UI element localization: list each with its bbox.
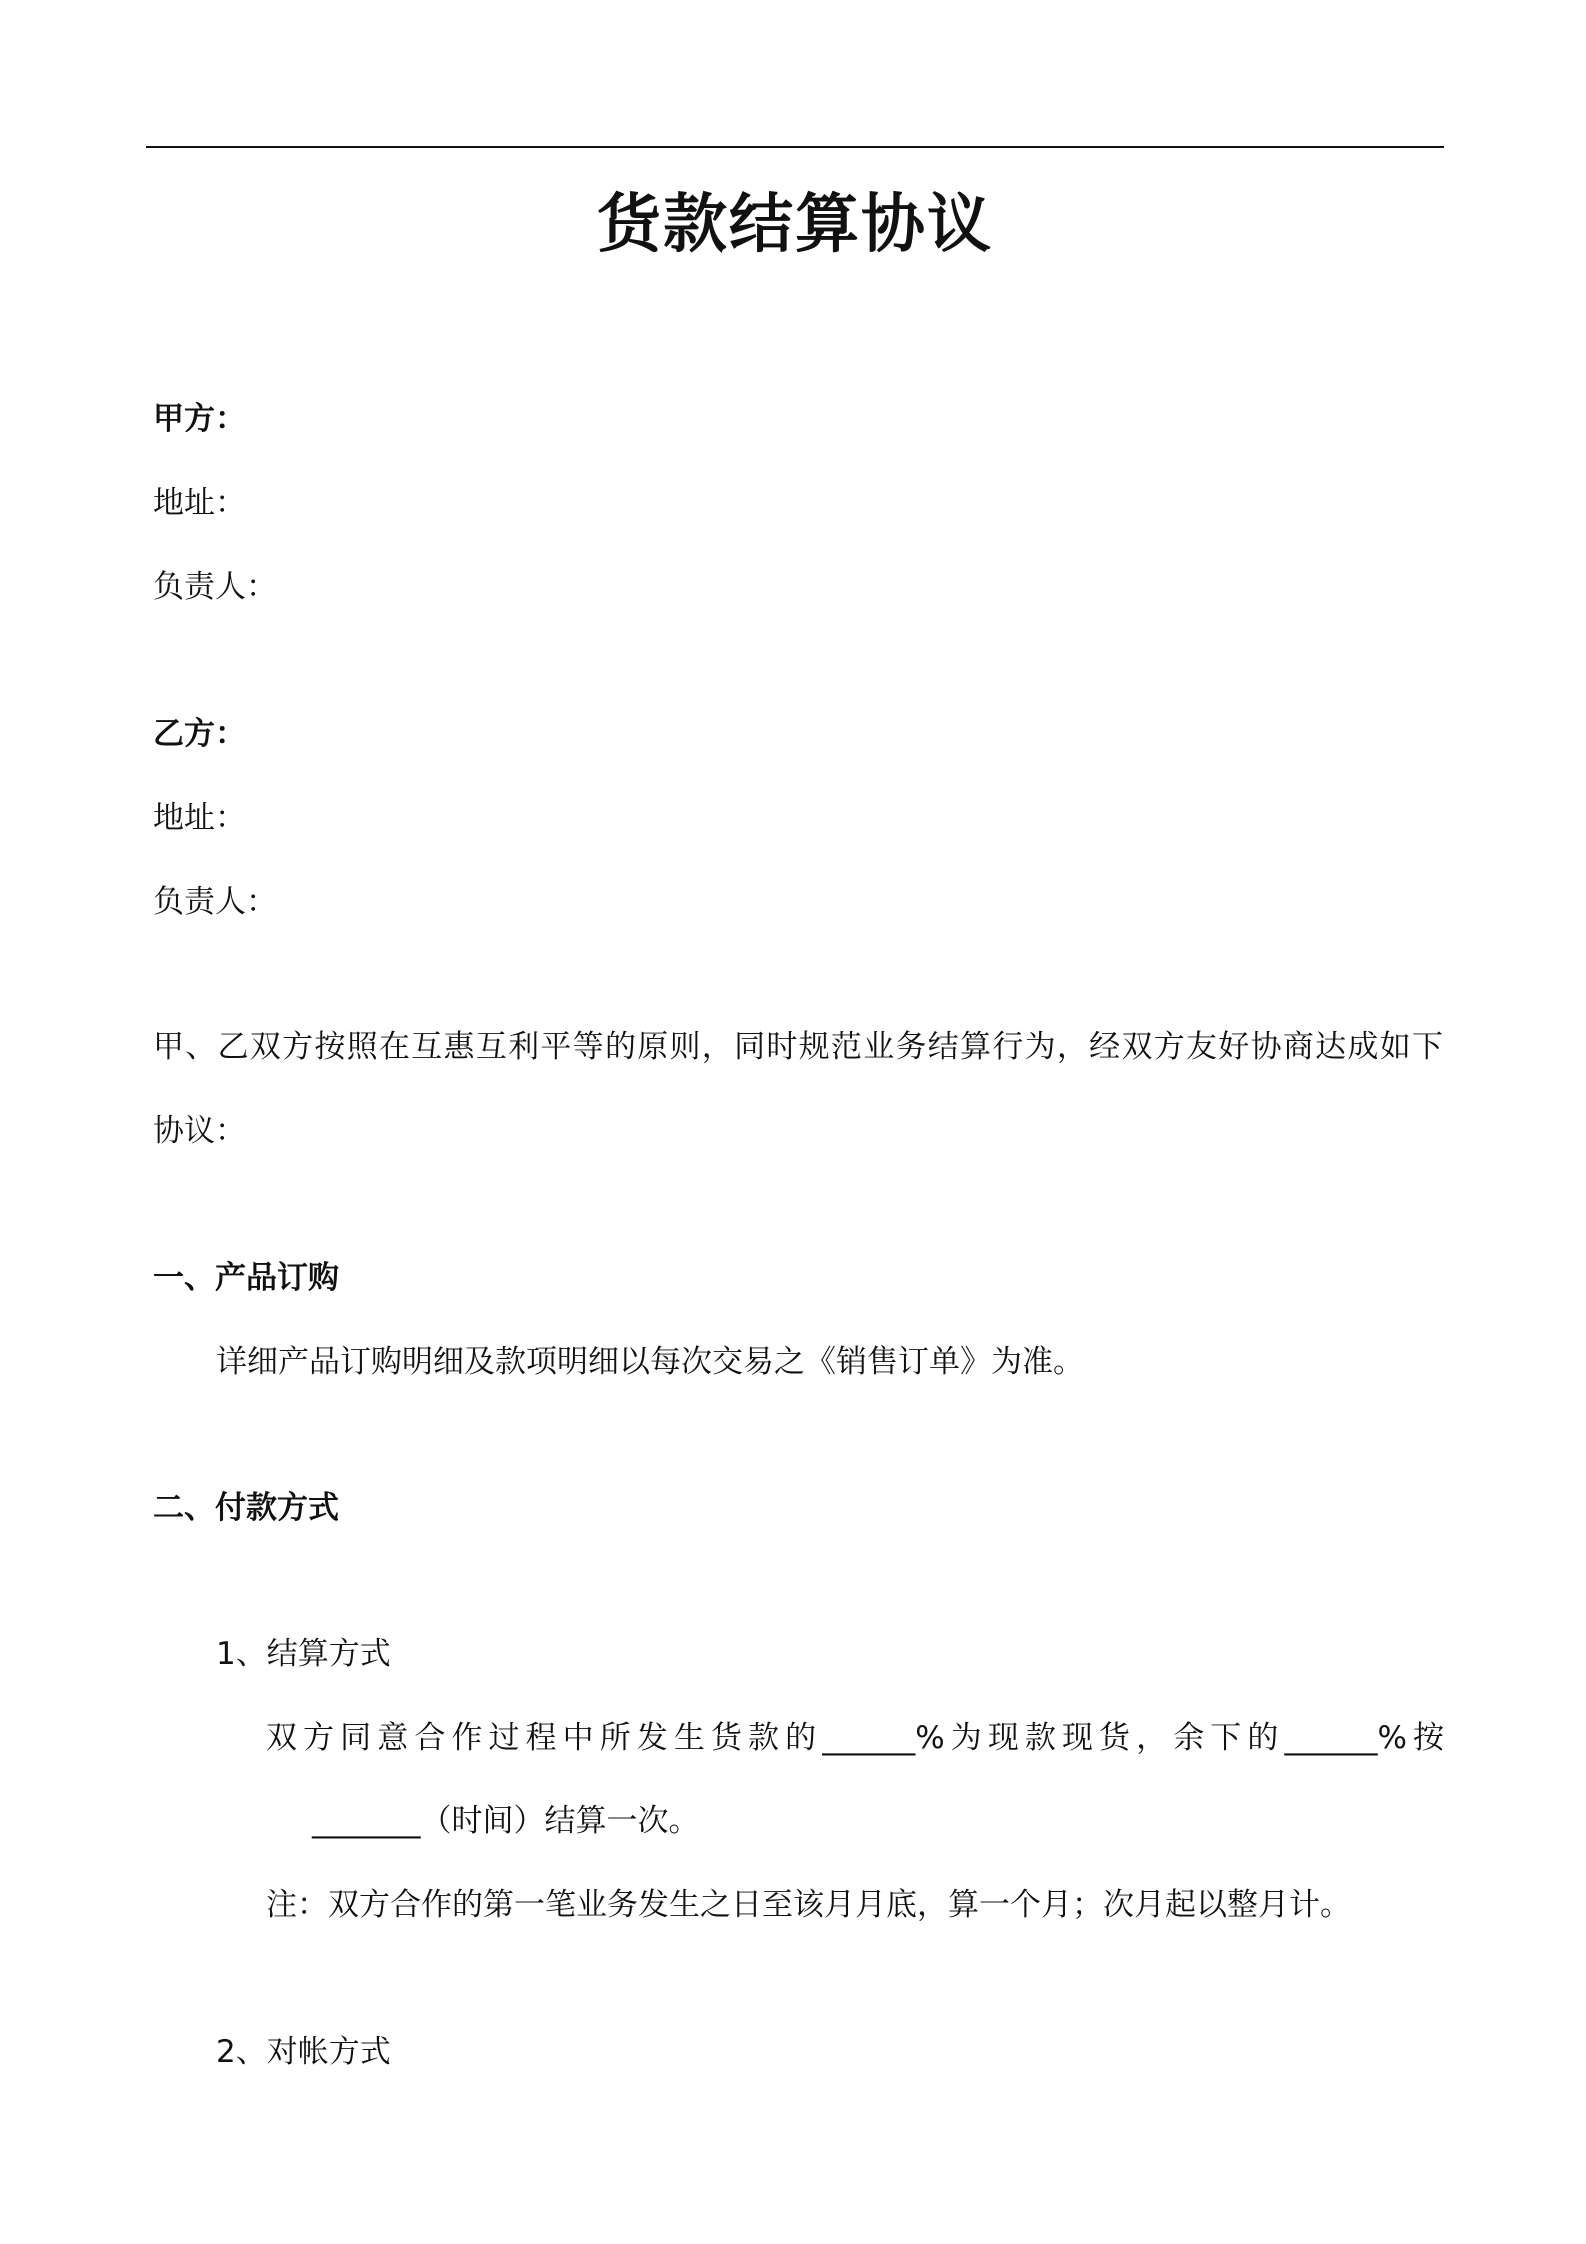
subsection1-heading: 1、结算方式 — [216, 1636, 391, 1672]
settlement-line2: _______（时间）结算一次。 — [312, 1803, 700, 1839]
party-a-label: 甲方： — [153, 401, 246, 437]
section2-heading: 二、付款方式 — [153, 1490, 339, 1526]
party-b-label: 乙方： — [153, 716, 246, 752]
party-a-person-label: 负责人： — [153, 569, 277, 605]
section1-heading: 一、产品订购 — [153, 1260, 339, 1296]
section1-body: 详细产品订购明细及款项明细以每次交易之《销售订单》为准。 — [216, 1344, 1084, 1380]
subsection2-heading: 2、对帐方式 — [216, 2034, 391, 2070]
intro-paragraph-line2: 协议： — [153, 1113, 246, 1149]
header-rule — [146, 146, 1444, 148]
party-b-address-label: 地址： — [153, 800, 246, 836]
settlement-line1: 双方同意合作过程中所发生货款的______%为现款现货，余下的______%按 — [266, 1720, 1444, 1756]
party-b-person-label: 负责人： — [153, 884, 277, 920]
intro-paragraph-line1: 甲、乙双方按照在互惠互利平等的原则，同时规范业务结算行为，经双方友好协商达成如下 — [153, 1029, 1443, 1065]
party-a-address-label: 地址： — [153, 485, 246, 521]
document-title: 货款结算协议 — [597, 188, 993, 262]
settlement-note: 注：双方合作的第一笔业务发生之日至该月月底，算一个月；次月起以整月计。 — [266, 1887, 1351, 1923]
